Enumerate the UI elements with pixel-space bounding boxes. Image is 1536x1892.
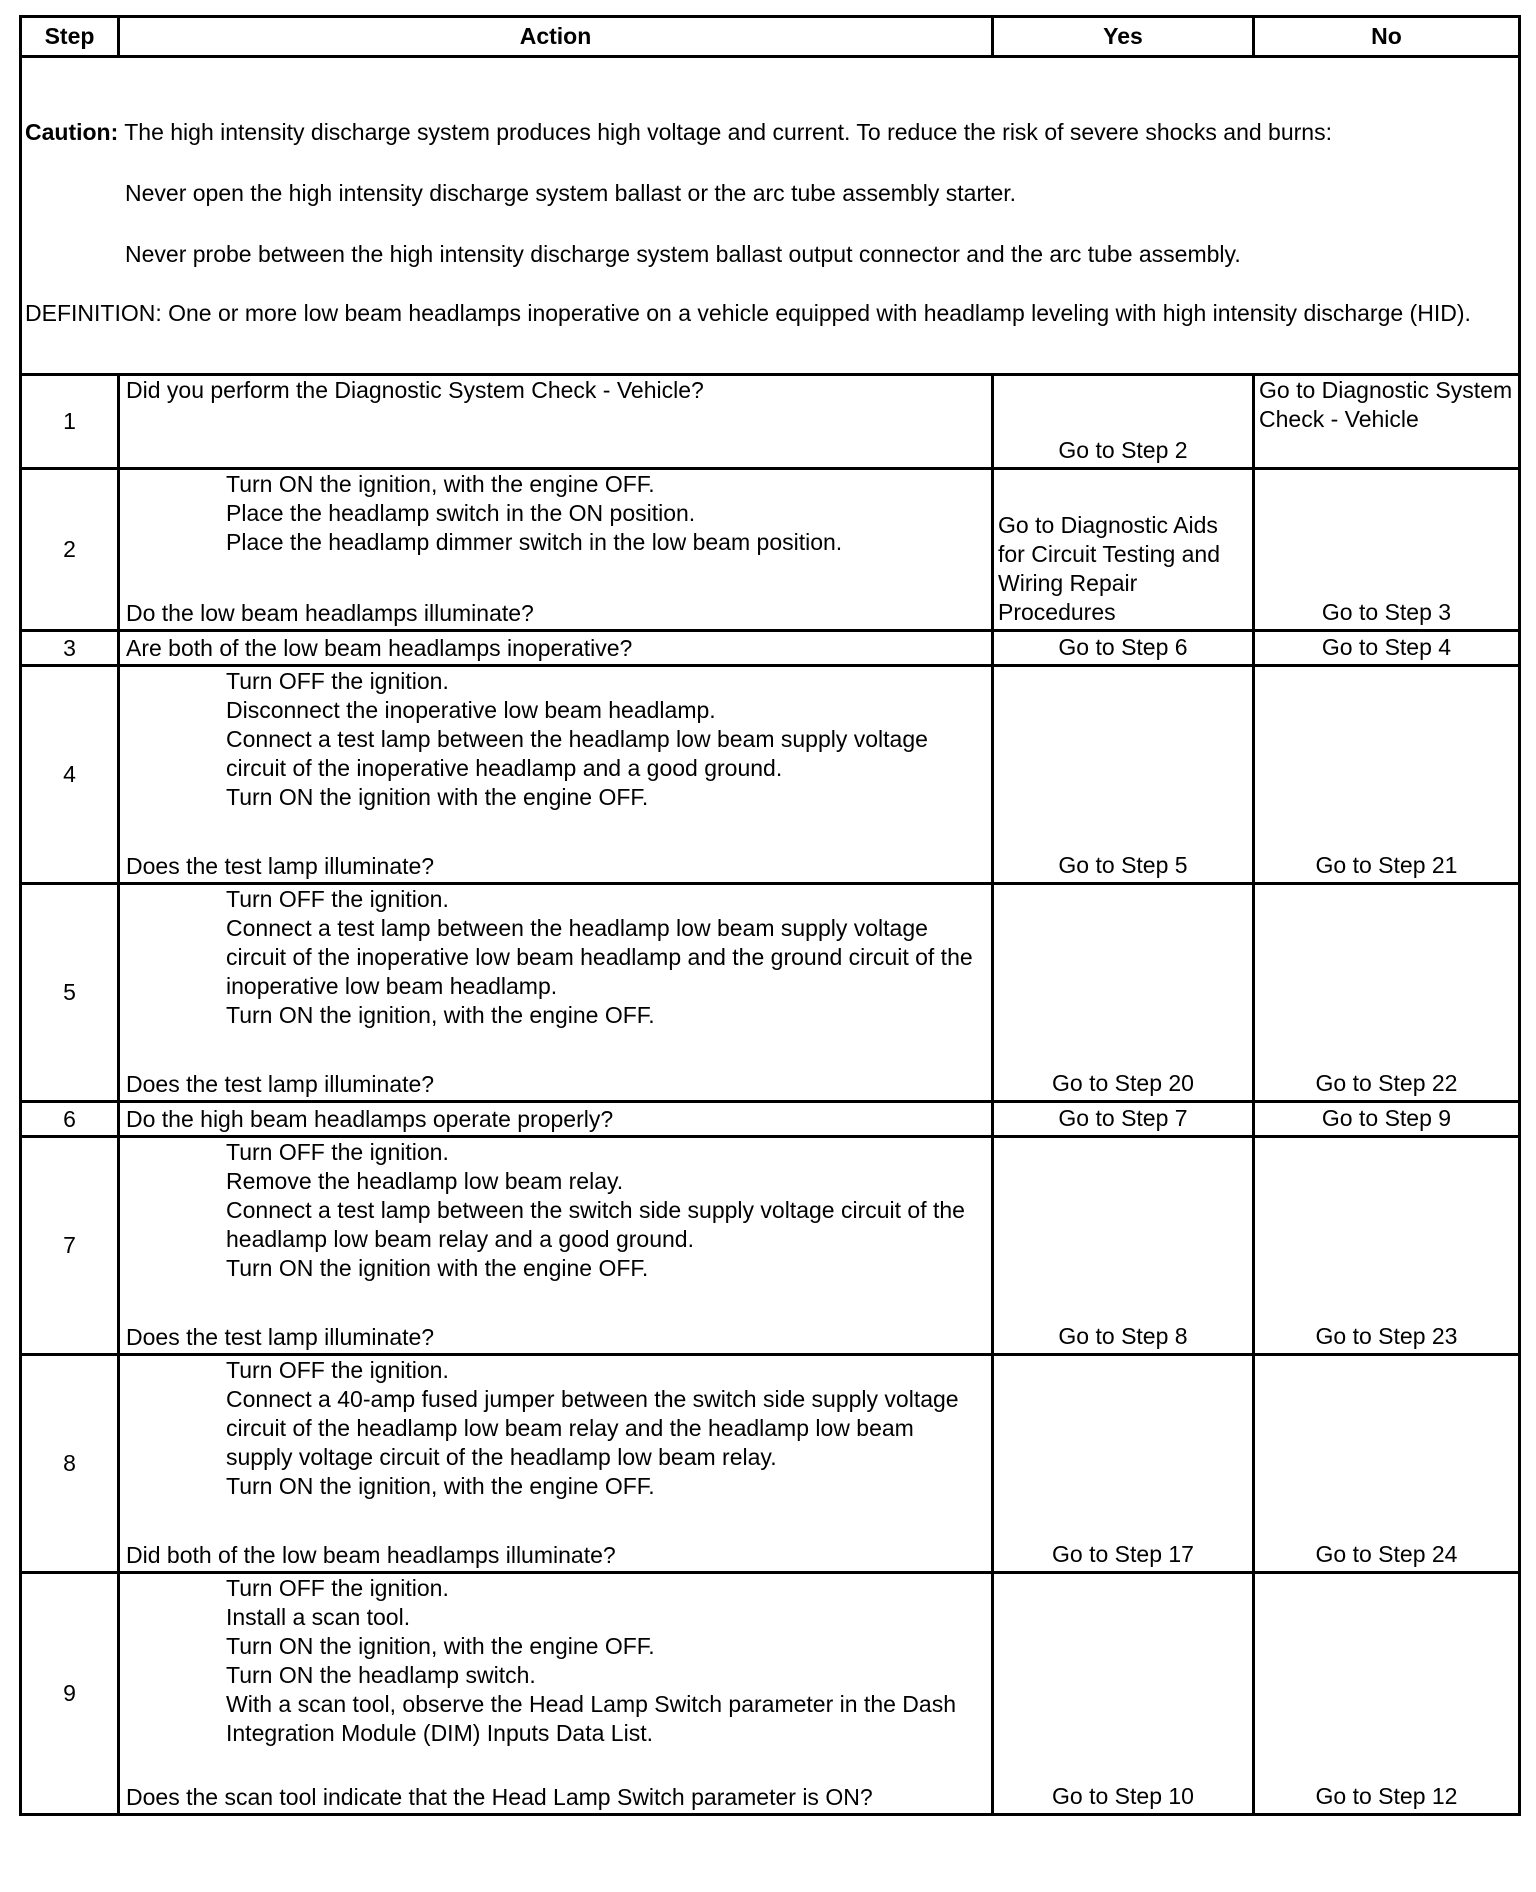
definition-text: DEFINITION: One or more low beam headlamps inoperative on a vehicle equipped with headlamp leveling with high intensity discharge (HID). — [25, 300, 1471, 326]
yes-cell: Go to Step 20 — [993, 884, 1254, 1102]
action-question: Are both of the low beam headlamps inoperative? — [126, 634, 633, 661]
yes-cell: Go to Diagnostic Aids for Circuit Testing and Wiring Repair Procedures — [993, 469, 1254, 631]
caution-row — [21, 57, 1520, 375]
header-row — [21, 17, 1520, 57]
instruction-line: Turn ON the headlamp switch. — [226, 1662, 536, 1688]
action-question: Do the low beam headlamps illuminate? — [126, 600, 534, 626]
step-number: 3 — [21, 631, 119, 666]
step-number: 9 — [21, 1573, 119, 1815]
no-cell: Go to Step 24 — [1254, 1355, 1520, 1573]
yes-cell: Go to Step 2 — [993, 375, 1254, 469]
header-action: Action — [119, 17, 993, 57]
action-cell — [119, 375, 993, 469]
caution-line-1: Never open the high intensity discharge system ballast or the arc tube assembly starter. — [125, 180, 1017, 206]
step-number: 1 — [21, 375, 119, 469]
action-question: Does the test lamp illuminate? — [126, 853, 435, 879]
action-question: Does the test lamp illuminate? — [126, 1324, 435, 1350]
caution-paragraph — [25, 118, 1515, 147]
instruction-line: Turn OFF the ignition. — [226, 1139, 449, 1165]
no-cell: Go to Step 23 — [1254, 1137, 1520, 1355]
header-step: Step — [21, 17, 119, 57]
action-cell — [119, 1573, 993, 1815]
diagnostic-table — [19, 15, 1521, 1816]
action-question: Does the test lamp illuminate? — [126, 1071, 435, 1097]
action-cell — [119, 1102, 993, 1137]
instruction-line: Turn OFF the ignition. — [226, 668, 449, 694]
step-number: 4 — [21, 666, 119, 884]
table-row — [21, 666, 1520, 884]
table-row — [21, 1355, 1520, 1573]
action-cell — [119, 469, 993, 631]
table-row — [21, 1573, 1520, 1815]
table-row — [21, 884, 1520, 1102]
instruction-line: Turn ON the ignition, with the engine OFF. — [226, 1633, 655, 1659]
action-question: Did you perform the Diagnostic System Check - Vehicle? — [126, 377, 704, 403]
instruction-line: Connect a 40-amp fused jumper between the switch side supply voltage circuit of the headlamp low beam relay and the headlamp low beam supply voltage circuit of the headlamp low beam relay. — [226, 1386, 959, 1470]
action-cell — [119, 884, 993, 1102]
instruction-line: Place the headlamp dimmer switch in the low beam position. — [226, 529, 843, 555]
action-cell — [119, 666, 993, 884]
caution-line-2: Never probe between the high intensity discharge system ballast output connector and the arc tube assembly. — [125, 241, 1241, 267]
step-number: 7 — [21, 1137, 119, 1355]
instruction-line: Install a scan tool. — [226, 1604, 411, 1630]
instruction-line: Turn ON the ignition with the engine OFF. — [226, 784, 649, 810]
step-number: 2 — [21, 469, 119, 631]
step-number: 5 — [21, 884, 119, 1102]
instruction-line: Place the headlamp switch in the ON position. — [226, 500, 696, 526]
caution-cell — [21, 57, 1520, 375]
action-cell — [119, 1355, 993, 1573]
yes-cell: Go to Step 6 — [993, 631, 1254, 666]
instruction-line: Disconnect the inoperative low beam headlamp. — [226, 697, 716, 723]
instruction-line: Turn OFF the ignition. — [226, 886, 449, 912]
no-cell: Go to Step 4 — [1254, 631, 1520, 666]
action-question: Do the high beam headlamps operate properly? — [126, 1105, 614, 1132]
no-cell: Go to Step 9 — [1254, 1102, 1520, 1137]
instruction-line: Turn ON the ignition, with the engine OFF. — [226, 1473, 655, 1499]
instruction-line: Connect a test lamp between the headlamp low beam supply voltage circuit of the inoperative headlamp and a good ground. — [226, 726, 928, 781]
instruction-line: Turn ON the ignition, with the engine OFF. — [226, 471, 655, 497]
yes-cell: Go to Step 8 — [993, 1137, 1254, 1355]
no-cell: Go to Step 3 — [1254, 469, 1520, 631]
table-row — [21, 469, 1520, 631]
no-cell: Go to Diagnostic System Check - Vehicle — [1254, 375, 1520, 469]
table-row — [21, 1137, 1520, 1355]
instruction-line: Turn ON the ignition, with the engine OFF. — [226, 1002, 655, 1028]
instruction-line: Turn ON the ignition with the engine OFF. — [226, 1255, 649, 1281]
instruction-line: Turn OFF the ignition. — [226, 1575, 449, 1601]
no-cell: Go to Step 12 — [1254, 1573, 1520, 1815]
yes-cell: Go to Step 5 — [993, 666, 1254, 884]
action-question: Does the scan tool indicate that the Head Lamp Switch parameter is ON? — [126, 1784, 873, 1810]
table-row — [21, 1102, 1520, 1137]
caution-text: The high intensity discharge system produces high voltage and current. To reduce the risk of severe shocks and burns: — [118, 119, 1332, 145]
yes-cell: Go to Step 10 — [993, 1573, 1254, 1815]
header-yes: Yes — [993, 17, 1254, 57]
instruction-line: With a scan tool, observe the Head Lamp Switch parameter in the Dash Integration Module (DIM) Inputs Data List. — [226, 1691, 956, 1746]
yes-cell: Go to Step 7 — [993, 1102, 1254, 1137]
table-row — [21, 375, 1520, 469]
instruction-line: Turn OFF the ignition. — [226, 1357, 449, 1383]
step-number: 8 — [21, 1355, 119, 1573]
no-cell: Go to Step 21 — [1254, 666, 1520, 884]
action-question: Did both of the low beam headlamps illuminate? — [126, 1542, 616, 1568]
action-cell — [119, 631, 993, 666]
table-row — [21, 631, 1520, 666]
instruction-line: Remove the headlamp low beam relay. — [226, 1168, 624, 1194]
instruction-line: Connect a test lamp between the headlamp low beam supply voltage circuit of the inoperative low beam headlamp and the ground circuit of the inoperative low beam headlamp. — [226, 915, 973, 999]
step-number: 6 — [21, 1102, 119, 1137]
header-no: No — [1254, 17, 1520, 57]
yes-cell: Go to Step 17 — [993, 1355, 1254, 1573]
action-cell — [119, 1137, 993, 1355]
instruction-line: Connect a test lamp between the switch side supply voltage circuit of the headlamp low beam relay and a good ground. — [226, 1197, 965, 1252]
no-cell: Go to Step 22 — [1254, 884, 1520, 1102]
caution-label: Caution: — [25, 119, 119, 145]
